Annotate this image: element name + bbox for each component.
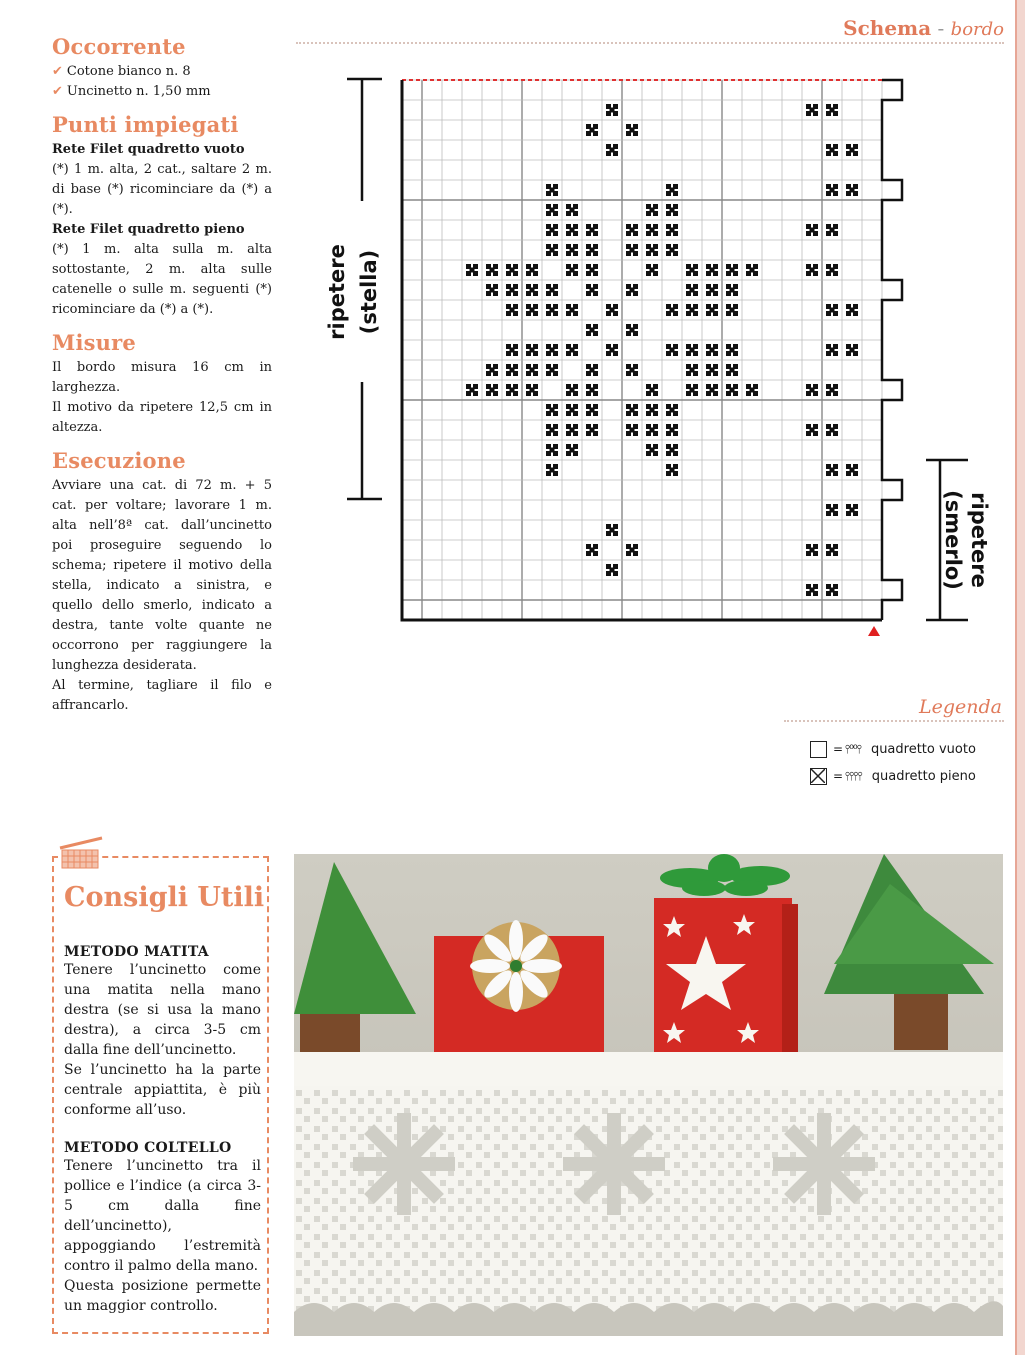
filled-cell bbox=[646, 404, 658, 416]
filled-cell bbox=[686, 284, 698, 296]
filled-cell bbox=[826, 464, 838, 476]
filled-cell bbox=[706, 264, 718, 276]
filled-cell bbox=[666, 424, 678, 436]
filled-cell bbox=[546, 424, 558, 436]
filled-cell bbox=[666, 224, 678, 236]
schema-title: Schema - bordo bbox=[843, 16, 1004, 40]
legend-rule bbox=[784, 720, 1004, 722]
filled-cell bbox=[546, 204, 558, 216]
matita-text: Se l’uncinetto ha la parte centrale appiattita, è più conforme all’uso. bbox=[64, 1062, 261, 1118]
filled-cell bbox=[726, 304, 738, 316]
filled-cell bbox=[706, 344, 718, 356]
esecuzione-title: Esecuzione bbox=[52, 448, 186, 473]
filled-cell bbox=[506, 344, 518, 356]
pieno-text: (*) 1 m. alta sulla m. alta sottostante, 2 m. alta sulle catenelle o sulle m. seguenti (*) ricominciare da (*) a (*). bbox=[52, 242, 272, 317]
filled-cell bbox=[506, 364, 518, 376]
filled-cell bbox=[626, 324, 638, 336]
filled-cell bbox=[526, 304, 538, 316]
filled-cell bbox=[586, 384, 598, 396]
filled-cell bbox=[806, 264, 818, 276]
filled-cell bbox=[686, 364, 698, 376]
filled-cell bbox=[626, 544, 638, 556]
filled-cell bbox=[586, 404, 598, 416]
legend-item-filled bbox=[810, 768, 976, 785]
filled-cell bbox=[846, 344, 858, 356]
filled-cell bbox=[526, 364, 538, 376]
filled-cell bbox=[846, 144, 858, 156]
filled-cell bbox=[806, 424, 818, 436]
filled-cell bbox=[626, 224, 638, 236]
consigli-box bbox=[52, 856, 269, 1334]
filled-cell bbox=[806, 104, 818, 116]
filled-cell bbox=[566, 404, 578, 416]
filled-cell bbox=[666, 404, 678, 416]
filled-cell bbox=[806, 224, 818, 236]
filled-cell bbox=[566, 224, 578, 236]
misure-section bbox=[52, 330, 272, 438]
filled-cell bbox=[546, 444, 558, 456]
filled-cell bbox=[706, 284, 718, 296]
filled-cell bbox=[666, 344, 678, 356]
filled-cell bbox=[686, 384, 698, 396]
check-icon: ✔ bbox=[52, 84, 63, 99]
filled-cell bbox=[526, 344, 538, 356]
filled-cell bbox=[806, 584, 818, 596]
filled-cell bbox=[646, 224, 658, 236]
legend-label: quadretto vuoto bbox=[870, 742, 976, 757]
misure-text: Il motivo da ripetere 12,5 cm in altezza. bbox=[52, 400, 272, 435]
esecuzione-text: Al termine, tagliare il filo e affrancarlo. bbox=[52, 678, 272, 713]
misure-title: Misure bbox=[52, 330, 136, 355]
pieno-heading: Rete Filet quadretto pieno bbox=[52, 222, 245, 237]
consigli-title: Consigli Utili bbox=[64, 882, 265, 913]
filled-cell bbox=[666, 464, 678, 476]
filled-cell bbox=[466, 264, 478, 276]
filled-cell bbox=[486, 264, 498, 276]
filled-cell bbox=[506, 304, 518, 316]
filled-cell bbox=[746, 384, 758, 396]
filled-cell bbox=[546, 344, 558, 356]
legend-symbol: = ⫯⁰⁰⫯ bbox=[833, 742, 861, 756]
filled-cell bbox=[526, 284, 538, 296]
filled-cell bbox=[546, 364, 558, 376]
punti-section bbox=[52, 112, 272, 320]
occorrente-title: Occorrente bbox=[52, 34, 186, 59]
filled-cell bbox=[626, 424, 638, 436]
filled-cell bbox=[606, 524, 618, 536]
filled-cell bbox=[846, 304, 858, 316]
filled-cell bbox=[806, 544, 818, 556]
filled-cell bbox=[726, 364, 738, 376]
schema-header bbox=[296, 16, 1004, 44]
vuoto-text: (*) 1 m. alta, 2 cat., saltare 2 m. di base (*) ricominciare da (*) a (*). bbox=[52, 162, 272, 217]
filled-cell bbox=[626, 404, 638, 416]
filled-cell bbox=[826, 304, 838, 316]
filled-cell bbox=[586, 424, 598, 436]
crochet-hook-icon bbox=[56, 836, 106, 872]
filled-cell bbox=[726, 384, 738, 396]
stella-repeat-label: ripetere bbox=[325, 244, 349, 340]
filled-cell bbox=[466, 384, 478, 396]
filled-cell bbox=[586, 264, 598, 276]
punti-title: Punti impiegati bbox=[52, 112, 239, 137]
filled-cell bbox=[646, 264, 658, 276]
filled-cell bbox=[726, 284, 738, 296]
occorrente-item: ✔ Uncinetto n. 1,50 mm bbox=[52, 84, 211, 99]
filled-cell bbox=[686, 304, 698, 316]
filled-cell bbox=[626, 284, 638, 296]
legend-header bbox=[784, 694, 1004, 722]
check-icon: ✔ bbox=[52, 64, 63, 79]
filled-cell bbox=[666, 244, 678, 256]
filled-cell bbox=[666, 184, 678, 196]
filled-cell bbox=[606, 304, 618, 316]
filled-cell bbox=[486, 364, 498, 376]
filled-cell bbox=[626, 244, 638, 256]
shelf bbox=[294, 1052, 1003, 1086]
filled-cell bbox=[646, 204, 658, 216]
page-edge bbox=[1015, 0, 1025, 1355]
filled-cell bbox=[606, 144, 618, 156]
header-rule bbox=[296, 42, 1004, 44]
filled-cell bbox=[846, 184, 858, 196]
misure-text: Il bordo misura 16 cm in larghezza. bbox=[52, 360, 272, 395]
filled-cell bbox=[566, 444, 578, 456]
filled-cell bbox=[806, 384, 818, 396]
filled-cell bbox=[646, 424, 658, 436]
occorrente-item: ✔ Cotone bianco n. 8 bbox=[52, 64, 191, 79]
filled-cell bbox=[486, 384, 498, 396]
filled-cell bbox=[586, 324, 598, 336]
coltello-title: METODO COLTELLO bbox=[64, 1140, 232, 1156]
filled-cell bbox=[826, 144, 838, 156]
legend-item-empty bbox=[810, 741, 976, 758]
christmas-photo bbox=[294, 854, 1003, 1336]
vuoto-heading: Rete Filet quadretto vuoto bbox=[52, 142, 245, 157]
filled-cell bbox=[566, 424, 578, 436]
filled-cell bbox=[506, 264, 518, 276]
filled-cell bbox=[686, 344, 698, 356]
filled-cell bbox=[646, 444, 658, 456]
filled-cell bbox=[646, 244, 658, 256]
filled-cell bbox=[586, 244, 598, 256]
smerlo-repeat-sublabel: (smerlo) bbox=[941, 490, 965, 590]
filled-cell bbox=[546, 224, 558, 236]
filled-cell bbox=[586, 124, 598, 136]
filled-cell bbox=[726, 264, 738, 276]
smerlo-repeat-label: ripetere bbox=[967, 492, 991, 588]
filled-cell bbox=[826, 344, 838, 356]
legend-title: Legenda bbox=[919, 696, 1002, 718]
filled-cell bbox=[586, 364, 598, 376]
filled-cell bbox=[526, 384, 538, 396]
filled-cell bbox=[826, 504, 838, 516]
legend-label: quadretto pieno bbox=[871, 769, 976, 784]
esecuzione-section bbox=[52, 448, 272, 716]
filled-cell bbox=[586, 284, 598, 296]
materials-column bbox=[52, 34, 272, 726]
filled-cell bbox=[706, 364, 718, 376]
filled-cell bbox=[706, 384, 718, 396]
filled-cell bbox=[626, 364, 638, 376]
filled-cell bbox=[826, 544, 838, 556]
filled-cell bbox=[486, 284, 498, 296]
filled-cell bbox=[666, 204, 678, 216]
crossed-square-icon bbox=[810, 768, 827, 785]
filled-cell bbox=[646, 384, 658, 396]
filled-cell bbox=[826, 384, 838, 396]
filled-cell bbox=[826, 264, 838, 276]
filled-cell bbox=[546, 404, 558, 416]
filled-cell bbox=[686, 264, 698, 276]
filled-cell bbox=[726, 344, 738, 356]
filled-cell bbox=[546, 244, 558, 256]
occorrente-section bbox=[52, 34, 272, 102]
start-marker-icon bbox=[868, 626, 880, 636]
filled-cell bbox=[826, 224, 838, 236]
filled-cell bbox=[586, 544, 598, 556]
filled-cell bbox=[546, 184, 558, 196]
filled-cell bbox=[546, 304, 558, 316]
filled-cell bbox=[566, 264, 578, 276]
stella-repeat-sublabel: (stella) bbox=[357, 249, 381, 335]
filled-cell bbox=[566, 384, 578, 396]
filled-cell bbox=[826, 424, 838, 436]
filled-cell bbox=[826, 104, 838, 116]
filled-cell bbox=[606, 344, 618, 356]
consigli-body bbox=[64, 944, 261, 1316]
filet-chart bbox=[320, 70, 1000, 650]
filled-cell bbox=[606, 564, 618, 576]
esecuzione-text: Avviare una cat. di 72 m. + 5 cat. per voltare; lavorare 1 m. alta nell’8ª cat. dall’uncinetto poi proseguire seguendo lo schema; ripetere il motivo della stella, indicato a sinistra, e quello dello smerlo, indicato a destra, tante volte quante ne occorrono per raggiungere la lunghezza desiderata. bbox=[52, 478, 272, 673]
filled-cell bbox=[826, 184, 838, 196]
legend-symbol: = ⫯⫯⫯⫯ bbox=[833, 769, 862, 783]
filled-cell bbox=[546, 284, 558, 296]
filled-cell bbox=[566, 344, 578, 356]
empty-square-icon bbox=[810, 741, 827, 758]
chart-grid bbox=[402, 80, 902, 620]
filled-cell bbox=[506, 384, 518, 396]
filled-cell bbox=[826, 584, 838, 596]
filled-cell bbox=[706, 304, 718, 316]
filled-cell bbox=[846, 464, 858, 476]
filled-cell bbox=[566, 204, 578, 216]
filled-cell bbox=[566, 304, 578, 316]
matita-text: Tenere l’uncinetto come una matita nella mano destra (se si usa la mano destra), a circa 3-5 cm dalla fine dell’uncinetto. bbox=[64, 962, 261, 1058]
filled-cell bbox=[586, 224, 598, 236]
filled-cell bbox=[566, 244, 578, 256]
filled-cell bbox=[846, 504, 858, 516]
matita-title: METODO MATITA bbox=[64, 944, 209, 960]
filled-cell bbox=[666, 444, 678, 456]
coltello-text: Questa posizione permette un maggior controllo. bbox=[64, 1278, 261, 1314]
filled-cell bbox=[606, 104, 618, 116]
filled-cell bbox=[626, 124, 638, 136]
filled-cell bbox=[506, 284, 518, 296]
lace-stars bbox=[360, 1120, 868, 1208]
filled-cell bbox=[546, 464, 558, 476]
coltello-text: Tenere l’uncinetto tra il pollice e l’indice (a circa 3-5 cm dalla fine dell’uncinetto), appoggiando l’estremità contro il palmo della mano. bbox=[64, 1158, 261, 1274]
filled-cell bbox=[526, 264, 538, 276]
filled-cell bbox=[666, 304, 678, 316]
filled-cell bbox=[746, 264, 758, 276]
